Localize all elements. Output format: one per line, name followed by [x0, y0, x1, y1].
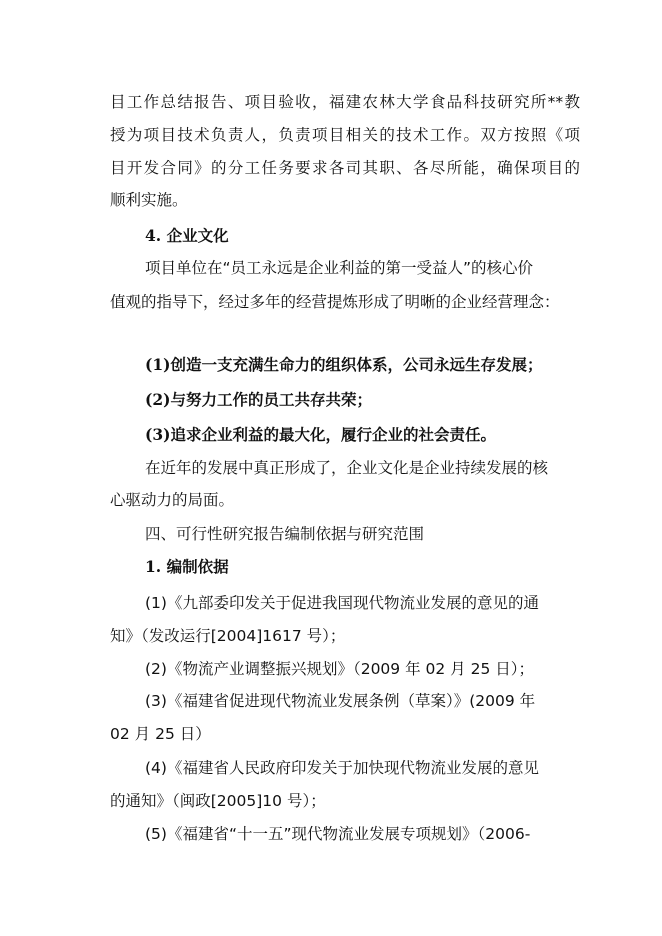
- basis-line: (2)《物流产业调整振兴规划》（2009 年 02 月 25 日）；: [145, 660, 534, 678]
- basis-line: (3)《福建省促进现代物流业发展条例（草案）》(2009 年: [145, 692, 536, 710]
- paragraph-line: 目开发合同》的分工任务要求各司其职、各尽所能，确保项目的: [110, 159, 580, 177]
- paragraph-line: 目工作总结报告、项目验收，福建农林大学食品科技研究所**教: [110, 93, 580, 111]
- paragraph-line: 项目单位在“员工永远是企业利益的第一受益人”的核心价: [145, 259, 534, 277]
- principle-item: (2)与努力工作的员工共存共荣；: [145, 390, 372, 409]
- paragraph-line: 顺利实施。: [110, 191, 188, 209]
- basis-line: (5)《福建省“十一五”现代物流业发展专项规划》（2006-: [145, 825, 531, 843]
- principle-item: (3)追求企业利益的最大化，履行企业的社会责任。: [145, 425, 496, 444]
- principle-item: (1)创造一支充满生命力的组织体系，公司永远生存发展；: [145, 355, 543, 374]
- heading-enterprise-culture: 4. 企业文化: [145, 226, 229, 245]
- subsection-heading: 1. 编制依据: [145, 557, 229, 576]
- paragraph-line: 授为项目技术负责人，负责项目相关的技术工作。双方按照《项: [110, 126, 580, 144]
- paragraph-line: 在近年的发展中真正形成了，企业文化是企业持续发展的核: [145, 459, 549, 477]
- basis-line: (1)《九部委印发关于促进我国现代物流业发展的意见的通: [145, 594, 539, 612]
- basis-line: 的通知》（闽政[2005]10 号）；: [110, 792, 326, 810]
- paragraph-line: 值观的指导下，经过多年的经营提炼形成了明晰的企业经营理念：: [110, 293, 560, 311]
- basis-line: 知》（发改运行[2004]1617 号）；: [110, 627, 346, 645]
- section-heading: 四、可行性研究报告编制依据与研究范围: [145, 525, 425, 543]
- paragraph-line: 心驱动力的局面。: [110, 491, 235, 509]
- basis-line: (4)《福建省人民政府印发关于加快现代物流业发展的意见: [145, 759, 539, 777]
- basis-line: 02 月 25 日）: [110, 725, 211, 743]
